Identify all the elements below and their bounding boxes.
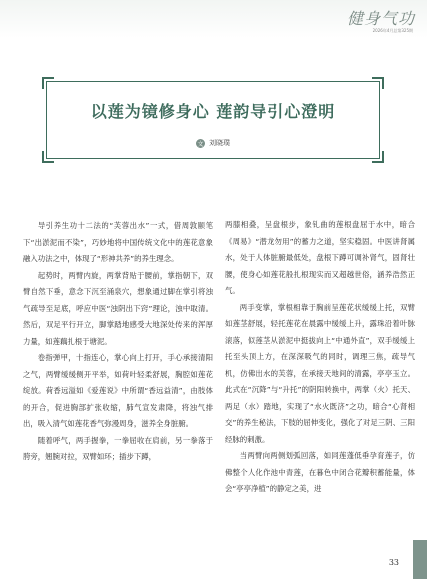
left-column	[23, 218, 213, 466]
frame-corner	[42, 151, 54, 163]
page-number: 33	[388, 558, 399, 567]
author-name: 刘晓璞	[209, 139, 230, 147]
frame-corner	[42, 77, 54, 89]
paragraph: 随着呼气，两手握拳，一拳屈收在肩前，另一拳落于胯旁，翘腕对拉，双臂如环；插步下蹲，	[23, 435, 213, 461]
article-title: 以莲为镜修身心 莲韵导引心澄明	[90, 102, 336, 121]
paragraph: 起势时，两臂内旋，两掌背贴于腰前，掌指朝下，双臂自然下垂，意念下沉至涌泉穴，想象通过脚在掌引将浊气疏导至足底，呼应中医“浊阴出下窍”理论，浊中取清。然后，双足平行开立，脚掌踏地感受大地深处传来的浑厚力量，如莲藕扎根于塘泥。	[23, 270, 213, 346]
author-row	[47, 137, 379, 149]
issue-info: 2026年4月总第325期	[372, 28, 413, 33]
paragraph: 两手变掌，掌根相靠于胸前呈莲花状缓缓上托，双臂如莲茎舒展，轻托莲花在晨露中缓缓上升，露珠沿着叶脉滚落，似莲茎从淤泥中挺拔向上“中通外直”，双手缓缓上托至头顶上方，在深深吸气的同时，调理三焦，疏导气机，仿佛出水的芙蓉，在承接天地间的清露，亭亭玉立。此式在“沉降”与“升托”的阴阳转换中，两掌（火）托天、两足（水）踏地，实现了“水火既济”之功，暗合“心肾相交”的养生秘法，下肢的屈伸变化，强化了对足三阴、三阳经脉的刺激。	[225, 302, 415, 444]
right-column	[225, 217, 415, 498]
frame-corner	[372, 151, 384, 163]
page-edge-strip	[413, 540, 427, 579]
paragraph: 卷指弹甲，十指连心，掌心向上打开，手心承接清阳之气，两臂缓缓侧开平举，如荷叶轻柔舒展，胸腔如莲花绽放。荷香远溢如《爱莲说》中所谓“香远益清”，由肢体的开合，促进胸部扩张收缩，肺气宣发肃降，将浊气排出，吸入清气如莲花香气弥漫周身，滋养全身脏腑。	[23, 353, 213, 428]
paragraph: 当两臂向两侧划弧回落，如同莲蓬低垂孕育莲子，仿佛整个人化作池中青莲，在暮色中闭合花瓣积蓄能量，体会“亭亭净植”的静定之美，进	[225, 451, 415, 493]
frame-corner	[372, 77, 384, 89]
paragraph: 导引养生功十二法的“芙蓉出水”一式，借周敦颐笔下“出淤泥而不染”，巧妙地将中国传统文化中的莲花意象融入功法之中，体现了“形神共养”的养生理念。	[23, 221, 213, 263]
paragraph-continued: 两膝相叠，呈盘根步，象钆曲的莲根盘屈于水中，暗合《周易》“潜龙勿用”的蓄力之道，坚实稳固。中医讲肾属水，处于人体脏腑最低处，盘根下蹲可调补肾气，固肾壮腰，使身心如莲花般扎根现实而又超越世俗，涵养浩然正气。	[225, 220, 415, 295]
magazine-logo: 健身气功	[346, 9, 415, 28]
author-icon: 文	[197, 140, 204, 148]
title-frame	[46, 81, 380, 159]
